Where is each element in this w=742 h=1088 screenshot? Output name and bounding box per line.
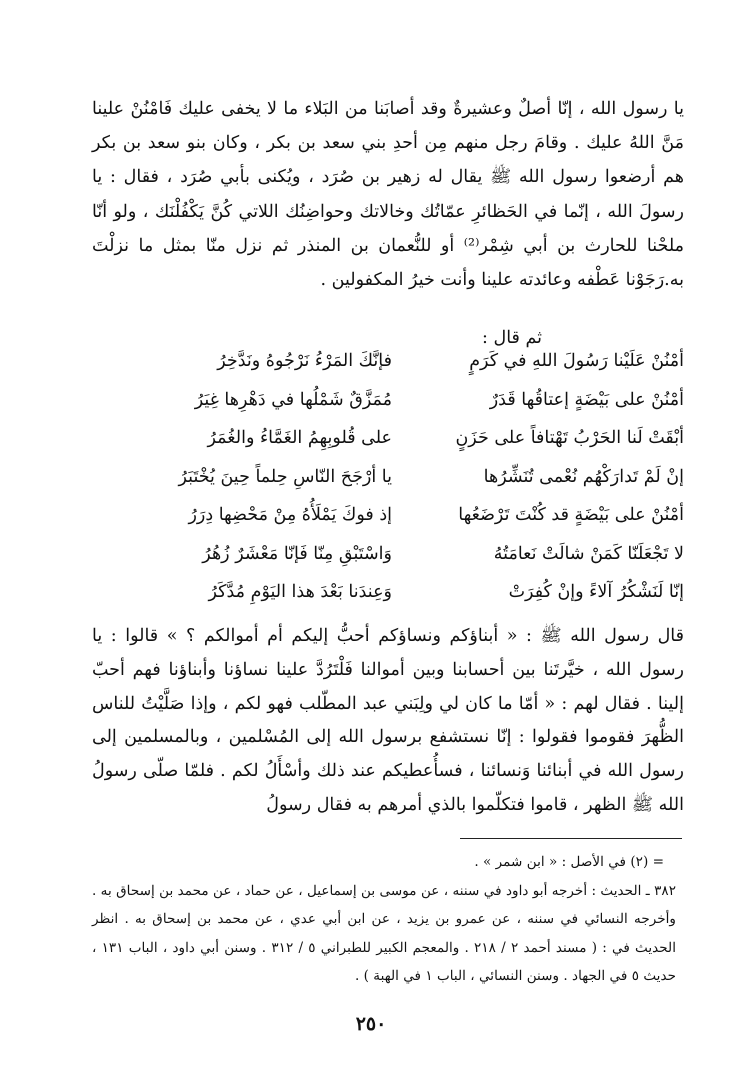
page-number: ٢٥٠	[355, 1013, 387, 1035]
footnotes	[92, 848, 676, 991]
footnote-2: = (٢) في الأصل : « ابن شمر » .	[474, 854, 664, 870]
first-hemistich: إنّا لَنَشْكُرُ آلاءً وإنْ كُفِرَتْ	[508, 582, 684, 602]
paragraph-1: يا رسول الله ، إنّا أصلٌ وعشيرةٌ وقد أصابَنا من البَلاء ما لا يخفى عليك فَامْنُنْ علينا مَنَّ اللهُ عليك . وقامَ رجل منهم مِن أحدِ بني سعد بن بكر ، وكان بنو سعد بن بكر هم أرضعوا رسول الله ﷺ يقال له زهير بن صُرَد ، ويُكنى بأبي صُرَد ، فقال : يا رسولَ الله ، إنّما في الحَظائرِ عمّاتُك وخالاتك وحواضِنُك اللاتي كُنَّ يَكْفُلْنَك ، ولو أنّا ملحْنا للحارث بن أبي شِمْر⁽²⁾ أو للنُّعمان بن المنذر ثم نزل منّا بمثل ما نزلْتَ به.رَجَوْنا عَطْفه وعائدته علينا وأنت خيرُ المكفولين .	[92, 99, 684, 291]
poem-verse	[92, 424, 684, 463]
main-text	[92, 92, 684, 297]
poem-verse	[92, 578, 684, 617]
first-hemistich: لا تَجْعَلَنّا كَمَنْ شالَتْ نَعامَتُهُ	[493, 543, 684, 564]
second-hemistich: إذ فوكَ يَمْلَأُهُ مِنْ مَحْضِها دِرَرُ	[188, 505, 392, 525]
poem-verse	[92, 386, 684, 425]
second-hemistich: مُمَزَّقٌ شَمْلُها في دَهْرِها غِيَرُ	[194, 389, 392, 410]
paragraph-2: قال رسول الله ﷺ : « أبناؤكم ونساؤكم أحبُّ إليكم أم أموالكم ؟ » قالوا : يا رسول الله ، خيَّرتَنا بين أحسابنا وبين أموالنا فَلْتَرُدَّ علينا نساؤنا وأبناؤنا فهم أحبّ إلينا . فقال لهم : « أمّا ما كان لي ولِبَني عبد المطّلب فهو لكم ، وإذا صَلَّيْتُ للناس الظُّهرَ فقوموا فقولوا : إنّا نستشفع برسول الله إلى المُسْلمين ، وبالمسلمين إلى رسول الله في أبنائنا وَنسائنا ، فسأُعطيكم عند ذلك وأسْأَلُ لكم . فلمّا صلّى رسولُ الله ﷺ الظهر ، قاموا فتكلّموا بالذي أمرهم به فقال رسولُ	[92, 626, 684, 815]
second-hemistich: يا أرْجَحَ النّاسِ حِلماً حِينَ يُخْتَبَرُ	[178, 466, 392, 487]
first-hemistich: أمْنُنْ على بَيْضَةٍ إعتاقُها قَدَرٌ	[489, 389, 684, 410]
second-hemistich: على قُلوبِهِمُ الغَمَّاءُ والغُمَرُ	[207, 428, 392, 448]
first-hemistich: أمْنُنْ عَلَيْنا رَسُولَ اللهِ في كَرَمٍ	[469, 351, 684, 371]
first-hemistich: أمْنُنْ على بَيْضَةٍ قد كُنْتَ تَرْضَعُها	[458, 505, 684, 525]
second-hemistich: فإنَّكَ المَرْءُ نَرْجُوهُ ونَدَّخِرُ	[217, 351, 392, 371]
poem	[92, 347, 684, 617]
first-hemistich: إنْ لَمْ تَدارَكْهُم نُعْمى تُنَشِّرُها	[483, 466, 684, 487]
footnote-separator	[460, 838, 682, 839]
poem-verse	[92, 347, 684, 386]
first-hemistich: أبْقَتْ لَنا الحَرْبُ تَهْتافاً على حَزَنٍ	[455, 428, 684, 448]
then-said-label: ثم قال :	[482, 328, 542, 348]
poem-verse	[92, 501, 684, 540]
footnote-hadith-382: ٣٨٢ ـ الحديث : أخرجه أبو داود في سننه ، عن موسى بن إسماعيل ، عن حماد ، عن محمد بن إسحاق به . وأخرجه النسائي في سننه ، عن عمرو بن يزيد ، عن ابن أبي عدي ، عن محمد بن إسحاق به . انظر الحديث في : ( مسند أحمد ٢ / ٢١٨ . والمعجم الكبير للطبراني ٥ / ٣١٢ . وسنن أبي داود ، الباب ١٣١ ، حديث ٥ في الجهاد . وسنن النسائي ، الباب ١ في الهبة ) .	[92, 882, 676, 984]
second-hemistich: وَعِندَنا بَعْدَ هذا اليَوْمِ مُدَّكَرُ	[208, 582, 392, 602]
poem-verse	[92, 463, 684, 502]
main-text-continued	[92, 620, 684, 823]
poem-verse	[92, 540, 684, 579]
second-hemistich: وَاسْتَبْقِ مِنّا فَإنّا مَعْشَرٌ زُهُرُ	[202, 543, 392, 564]
